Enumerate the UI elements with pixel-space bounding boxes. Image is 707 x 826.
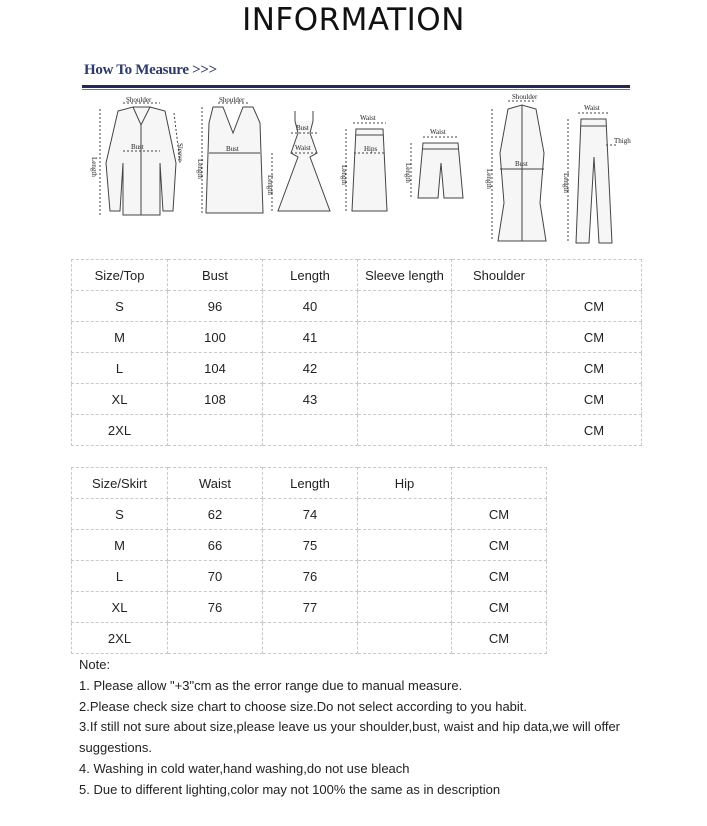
- header-cell: Sleeve length: [358, 260, 452, 291]
- note-item: 1. Please allow "+3"cm as the error range due to manual measure.: [79, 677, 463, 693]
- svg-text:Length: Length: [266, 175, 274, 195]
- note-item: 4. Washing in cold water,hand washing,do not use bleach: [79, 760, 410, 776]
- coat-illustration: [492, 101, 546, 241]
- table-cell: 77: [263, 592, 358, 623]
- heading-divider-thin: [82, 89, 630, 90]
- svg-text:Length: Length: [90, 157, 98, 177]
- table-cell: XL: [72, 384, 168, 415]
- table-cell: 96: [168, 291, 263, 322]
- svg-text:Length: Length: [196, 159, 204, 179]
- svg-text:Sleeve: Sleeve: [176, 143, 184, 162]
- table-cell: L: [72, 353, 168, 384]
- table-cell: [168, 415, 263, 446]
- note-item: 3.If still not sure about size,please leave us your shoulder,bust, waist and hip data,we will offer suggestions.: [79, 719, 621, 756]
- table-cell: 76: [168, 592, 263, 623]
- svg-text:Waist: Waist: [584, 104, 600, 112]
- page-title: INFORMATION: [242, 2, 465, 38]
- table-cell: 43: [263, 384, 358, 415]
- notes-heading: Note:: [79, 657, 111, 672]
- svg-text:Bust: Bust: [131, 143, 144, 151]
- table-cell: [358, 291, 452, 322]
- table-cell: [263, 623, 358, 654]
- table-row: [72, 322, 642, 353]
- table-row: [72, 592, 547, 623]
- how-to-measure-heading: How To Measure >>>: [84, 62, 217, 78]
- table-cell: 100: [168, 322, 263, 353]
- header-cell: Size/Top: [72, 260, 168, 291]
- skirt-size-table: [71, 467, 547, 654]
- table-cell: [358, 415, 452, 446]
- note-item: 2.Please check size chart to choose size.Do not select according to you habit.: [79, 698, 528, 714]
- pants-illustration: [568, 113, 616, 243]
- note-item: 5. Due to different lighting,color may not 100% the same as in description: [79, 781, 501, 797]
- header-cell: Length: [263, 468, 358, 499]
- shirt-illustration: [100, 103, 180, 215]
- svg-text:Bust: Bust: [515, 160, 528, 168]
- svg-text:Thigh: Thigh: [614, 137, 631, 145]
- table-cell: [452, 322, 547, 353]
- table-cell: XL: [72, 592, 168, 623]
- skirt-illustration: [346, 123, 387, 211]
- table-row: [72, 499, 547, 530]
- table-cell: [358, 561, 452, 592]
- table-cell: CM: [547, 322, 642, 353]
- header-cell: Size/Skirt: [72, 468, 168, 499]
- svg-text:Length: Length: [562, 173, 570, 193]
- table-cell: CM: [452, 623, 547, 654]
- table-row: [72, 623, 547, 654]
- header-cell: Bust: [168, 260, 263, 291]
- table-cell: 42: [263, 353, 358, 384]
- measurement-illustrations: [78, 93, 638, 253]
- shorts-illustration: [411, 137, 463, 198]
- notes-section: [79, 655, 639, 801]
- table-cell: [358, 623, 452, 654]
- table-cell: 40: [263, 291, 358, 322]
- table-cell: 104: [168, 353, 263, 384]
- svg-text:Waist: Waist: [360, 114, 376, 122]
- svg-text:Shoulder: Shoulder: [512, 93, 538, 101]
- svg-text:Bust: Bust: [296, 124, 309, 132]
- header-cell: Waist: [168, 468, 263, 499]
- svg-text:Waist: Waist: [295, 144, 311, 152]
- table-cell: [358, 353, 452, 384]
- table-cell: CM: [452, 499, 547, 530]
- table-cell: S: [72, 499, 168, 530]
- table-header-row: [72, 468, 547, 499]
- table-cell: CM: [547, 384, 642, 415]
- table-cell: [358, 384, 452, 415]
- table-cell: 108: [168, 384, 263, 415]
- header-cell: Hip: [358, 468, 452, 499]
- table-cell: S: [72, 291, 168, 322]
- table-cell: [452, 291, 547, 322]
- table-cell: CM: [547, 353, 642, 384]
- table-row: [72, 291, 642, 322]
- header-cell: [547, 260, 642, 291]
- svg-text:Bust: Bust: [226, 145, 239, 153]
- table-cell: [358, 592, 452, 623]
- table-cell: [168, 623, 263, 654]
- table-cell: M: [72, 322, 168, 353]
- table-cell: [358, 322, 452, 353]
- table-cell: CM: [452, 561, 547, 592]
- table-cell: 2XL: [72, 623, 168, 654]
- svg-text:Shoulder: Shoulder: [126, 96, 152, 104]
- table-cell: M: [72, 530, 168, 561]
- table-cell: 74: [263, 499, 358, 530]
- svg-text:Waist: Waist: [430, 128, 446, 136]
- table-cell: [358, 499, 452, 530]
- header-cell: Shoulder: [452, 260, 547, 291]
- svg-text:Hips: Hips: [364, 145, 378, 153]
- table-cell: [452, 415, 547, 446]
- table-cell: 76: [263, 561, 358, 592]
- table-cell: CM: [547, 415, 642, 446]
- garment-diagram: [78, 93, 638, 253]
- svg-text:Length: Length: [404, 163, 412, 183]
- table-cell: [452, 384, 547, 415]
- header-cell: [452, 468, 547, 499]
- table-cell: 75: [263, 530, 358, 561]
- table-cell: L: [72, 561, 168, 592]
- table-cell: [452, 353, 547, 384]
- table-row: [72, 530, 547, 561]
- table-cell: 62: [168, 499, 263, 530]
- table-cell: 66: [168, 530, 263, 561]
- svg-text:Length: Length: [340, 165, 348, 185]
- svg-text:Shoulder: Shoulder: [219, 96, 245, 104]
- table-header-row: [72, 260, 642, 291]
- top-size-table: [71, 259, 642, 446]
- header-cell: Length: [263, 260, 358, 291]
- table-cell: 2XL: [72, 415, 168, 446]
- table-cell: CM: [547, 291, 642, 322]
- table-row: [72, 384, 642, 415]
- table-row: [72, 353, 642, 384]
- table-cell: 41: [263, 322, 358, 353]
- table-cell: CM: [452, 592, 547, 623]
- svg-text:Length: Length: [485, 169, 493, 189]
- table-cell: CM: [452, 530, 547, 561]
- heading-divider: [82, 85, 630, 88]
- table-row: [72, 415, 642, 446]
- table-cell: [358, 530, 452, 561]
- table-row: [72, 561, 547, 592]
- vest-illustration: [202, 103, 263, 213]
- table-cell: 70: [168, 561, 263, 592]
- table-cell: [263, 415, 358, 446]
